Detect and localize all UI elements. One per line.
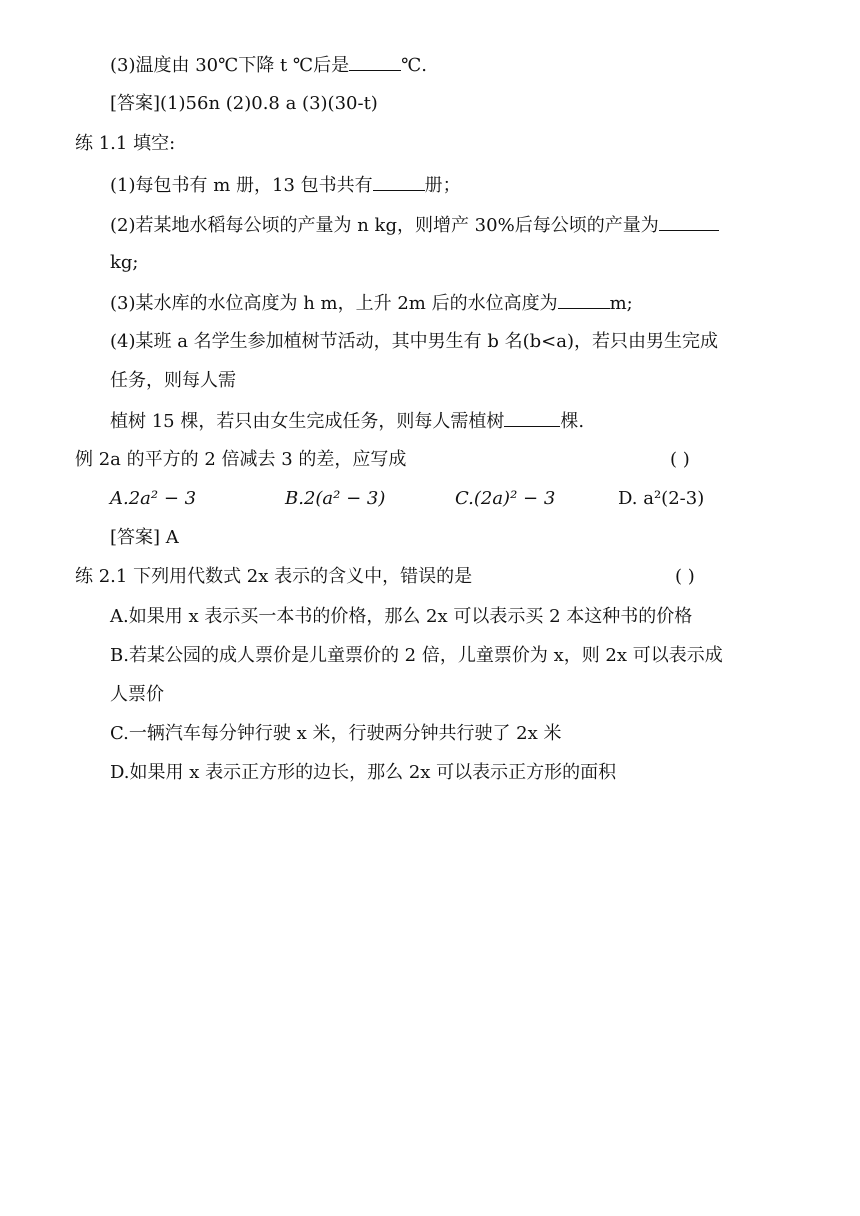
practice-2-1-title: 练 2.1 下列用代数式 2x 表示的含义中，错误的是 <box>75 566 473 587</box>
example-2-answer-paren: ( ) <box>670 449 690 470</box>
answer-2: [答案] A <box>110 527 179 548</box>
practice-1-1-item-2-unit: kg; <box>110 252 139 273</box>
example-2-option-d: D. a²(2-3) <box>618 488 705 509</box>
example-2-option-a: A.2a² − 3 <box>110 488 197 509</box>
item-unit: m; <box>609 293 633 314</box>
example-2-title: 例 2a 的平方的 2 倍减去 3 的差，应写成 <box>75 449 407 470</box>
answer-blank <box>373 172 425 191</box>
question-3-text: (3)温度由 30℃下降 t ℃后是 <box>110 55 350 76</box>
question-3-line <box>110 52 427 79</box>
practice-1-1-item-4-cont: 任务，则每人需 <box>110 370 236 391</box>
practice-2-1-option-a: A.如果用 x 表示买一本书的价格，那么 2x 可以表示买 2 本这种书的价格 <box>110 606 693 627</box>
answer-1: [答案](1)56n (2)0.8 a (3)(30-t) <box>110 93 378 114</box>
example-2-option-b: B.2(a² − 3) <box>285 488 386 509</box>
practice-2-1-option-b: B.若某公园的成人票价是儿童票价的 2 倍，儿童票价为 x，则 2x 可以表示成 <box>110 645 723 666</box>
item-text: (2)若某地水稻每公顷的产量为 n kg，则增产 30%后每公顷的产量为 <box>110 215 659 236</box>
item-unit: 册； <box>424 175 461 196</box>
practice-1-1-item-4: (4)某班 a 名学生参加植树节活动，其中男生有 b 名(b<a)，若只由男生完成 <box>110 331 719 352</box>
answer-blank <box>558 290 610 309</box>
practice-1-1-item-3 <box>110 290 633 317</box>
practice-1-1-item-4-cont2 <box>110 408 584 435</box>
item-text: (3)某水库的水位高度为 h m，上升 2m 后的水位高度为 <box>110 293 558 314</box>
practice-1-1-item-1 <box>110 172 461 199</box>
answer-blank <box>659 212 719 231</box>
practice-1-1-item-2 <box>110 212 719 239</box>
answer-blank <box>349 52 401 71</box>
question-3-unit: ℃. <box>401 55 427 76</box>
item-text: (1)每包书有 m 册，13 包书共有 <box>110 175 373 196</box>
practice-2-1-answer-paren: ( ) <box>675 566 695 587</box>
item-unit: 棵. <box>560 411 585 432</box>
practice-2-1-option-c: C.一辆汽车每分钟行驶 x 米，行驶两分钟共行驶了 2x 米 <box>110 723 562 744</box>
item-text: 植树 15 棵，若只由女生完成任务，则每人需植树 <box>110 411 505 432</box>
practice-1-1-title: 练 1.1 填空: <box>75 133 176 154</box>
practice-2-1-option-d: D.如果用 x 表示正方形的边长，那么 2x 可以表示正方形的面积 <box>110 762 617 783</box>
example-2-option-c: C.(2a)² − 3 <box>455 488 556 509</box>
practice-2-1-option-b-cont: 人票价 <box>110 684 164 705</box>
answer-blank <box>504 408 560 427</box>
